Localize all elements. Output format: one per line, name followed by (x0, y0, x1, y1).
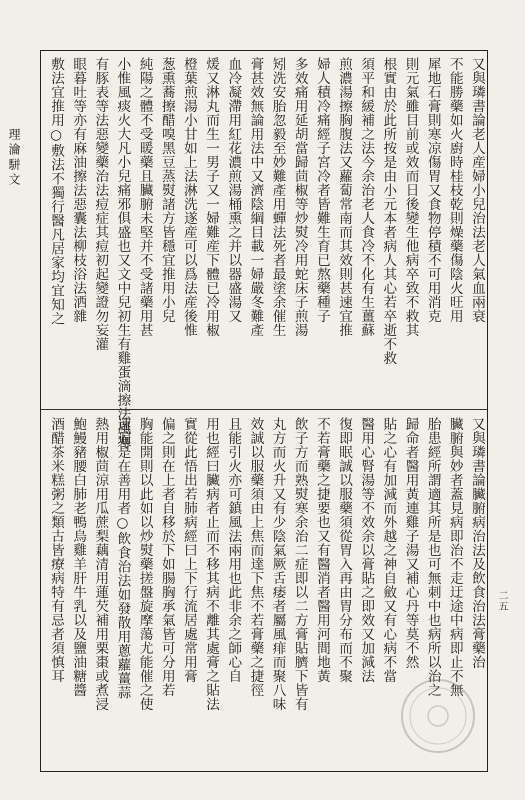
text-column: 不能勝藥如火廚時桂枝乾則燥藥傷陰火旺用 (446, 57, 463, 323)
text-column: 眼暮吐等亦有麻油擦法惡囊法柳枝浴法洒雜 (70, 57, 87, 323)
upper-text-block (45, 57, 485, 449)
text-column: 胸能開則以此如以炒熨藥搓盤旋摩蕩尤能催之使 (136, 417, 153, 711)
page-number: 二五 (496, 590, 507, 612)
text-column: 則元氣雖目前或效而日後變生他病卒致不救其 (402, 57, 419, 337)
text-column: 橙葉煎湯小甘如上法淋洗遂産可以爲法産後惟 (180, 57, 197, 337)
text-column: 胎患經所謂適其所是也可無刺中也病所以治之 (424, 417, 441, 697)
text-column: 用也經曰臟病者止而不移其病不離其處膏之貼法 (203, 417, 220, 711)
text-column: 血冷凝滯用紅花濃煎湯桶熏之并以器盛湯又 (225, 57, 242, 323)
text-column: 須平和緩補之法今余治老人食冷不化有生薑蘇 (358, 57, 375, 337)
text-column: 實從此悟出若肺病經曰上下行流居處常用膏 (180, 417, 197, 683)
text-column: 膏甚效無論用法中又濟陰綱目載一婦嚴冬難產 (247, 57, 264, 337)
text-column: 歸命者醫用黃連雞子湯又補心丹等莫不然 (402, 417, 419, 669)
text-column: 敷法宜推用○敷法不獨行醫凡居家均宜知之 (48, 57, 64, 326)
text-column: 且能引火亦可鎮風法兩用也此非余之師心自 (225, 417, 242, 683)
text-column: 不若膏藥之捷要也又有醫消者醫用河間地黃 (313, 417, 330, 683)
text-column: 酒醋茶米糕粥之類古皆療病特有忌者須慎耳 (48, 417, 64, 683)
text-frame (40, 50, 488, 772)
text-column: 偏之則在上者自移於下如腸胸承氣皆可分用若 (158, 417, 175, 697)
running-title: 理瀹駢文 (7, 128, 21, 188)
text-column: 煎濃湯擦胸腹法又蘿蔔常南而其效則甚速宜推 (336, 57, 353, 337)
text-column: 根實由於此所按是由小元本者病人其心若卒逝不救 (380, 57, 397, 365)
text-column: 矧洗安胎忽毅至妙難產用蟬法死者最塗余催生 (269, 57, 286, 337)
text-column: 臟腑與妙者蓋見病即治不走迂途中病即止不無 (446, 417, 463, 697)
text-column: 醫用心腎湯等不效余以膏貼之即效又加減法 (358, 417, 375, 683)
text-column: 速遍是在善用者○飲食治法如發散用蔥蘿薑蒜 (114, 417, 131, 700)
text-column: 又與璘書論老人産婦小兒治法老人氣血兩衰 (468, 57, 485, 323)
text-column: 葱熏蕎擦醋嗅黑豆蒸熨諸方皆穩宜推用小兒 (158, 57, 175, 323)
text-column: 小惟風痰火大凡小兒痛邪俱盛也又文中兒初生有雞蛋滴擦法風寒 (114, 57, 131, 449)
text-column: 復即眠誠以服藥須從胃入再由胃分布而不聚 (336, 417, 353, 683)
text-column: 婦人積冷痛經子宮冷者皆難生育已熬藥種子 (313, 57, 330, 323)
library-seal-stamp (398, 676, 478, 756)
divider-rule (41, 409, 487, 410)
text-column: 熱用椒茴涼用瓜蔗梨藕清用蓮芡補用栗棗或煮浸 (92, 417, 109, 711)
text-column: 有豚表等法惡變藥治法痘症其痘初起變證勿妄灌 (92, 57, 109, 351)
text-column: 犀地石膏則寒凉傷胃又食物停積不可用消克 (424, 57, 441, 323)
text-column: 貼之心有加減而外越之神自斂又有心病不當 (380, 417, 397, 683)
text-column: 效誠以服藥須由上焦而達下焦不若膏藥之捷徑 (247, 417, 264, 697)
text-column: 飲子方而熟熨寒余治二症即以二方膏貼臍下皆有 (291, 417, 308, 711)
text-column: 鮑鰻豬腰白肺老鴨烏雞羊肝牛乳以及鹽油糖醬 (70, 417, 87, 697)
text-column: 多效痛用延胡當歸茴椒等炒熨冷用蛇床子煎湯 (291, 57, 308, 337)
text-column: 又與璘書論臟腑病治法及飲食治法膏藥治 (468, 417, 485, 669)
text-column: 煖又淋丸而生一男子又一婦難産下體已冷用椒 (203, 57, 220, 337)
text-column: 純陽之體不受暖藥且臟腑未堅并不受諸藥用甚 (136, 57, 153, 337)
text-column: 丸方而火升又有少陰氣厥舌痿者屬風痱而聚八味 (269, 417, 286, 711)
